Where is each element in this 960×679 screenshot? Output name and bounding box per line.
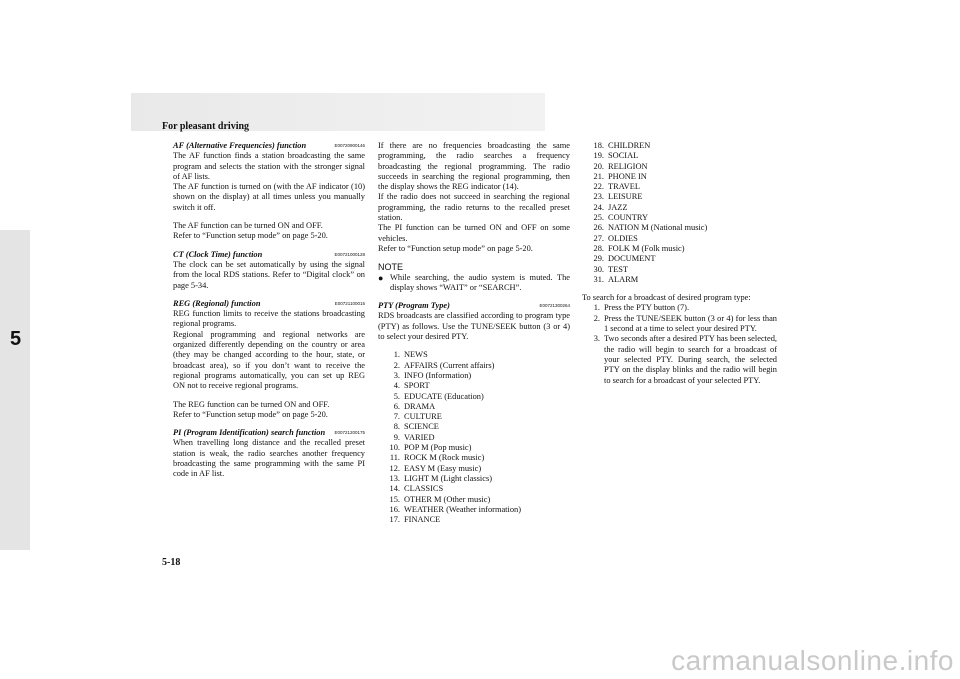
list-item	[378, 381, 570, 391]
list-item	[378, 484, 570, 494]
section-code: E00721100015	[334, 300, 365, 306]
section-code: E00721200175	[334, 430, 365, 436]
item-label: SOCIAL	[608, 151, 639, 161]
item-number: 13.	[389, 473, 400, 483]
search-steps	[582, 303, 777, 385]
item-label: LEISURE	[608, 192, 643, 202]
section-code: E00721300264	[539, 303, 570, 309]
paragraph: If there are no frequencies broadcasting the same programming, the radio searches a frequency broadcasting the regional programming. The radio succeeds in searching the regional programming, then the display shows the REG indicator (14).	[378, 141, 570, 192]
item-label: TEST	[608, 264, 629, 274]
page-header-title: For pleasant driving	[162, 121, 250, 132]
paragraph: The REG function can be turned ON and OFF.	[173, 399, 330, 409]
item-label: AFFAIRS (Current affairs)	[404, 360, 495, 370]
list-item	[378, 412, 570, 422]
section-code: E00721000128	[334, 251, 365, 257]
item-label: CHILDREN	[608, 141, 651, 150]
section-heading-ct	[173, 250, 365, 260]
item-label: PHONE IN	[608, 171, 647, 181]
watermark-logo: carmanualsonline.info	[671, 645, 954, 676]
item-label: VARIED	[404, 432, 435, 442]
step-text: Press the TUNE/SEEK button (3 or 4) for less than 1 second at a time to select your desired PTY.	[604, 313, 777, 334]
section-title: REG (Regional) function	[173, 298, 261, 308]
step-item	[582, 314, 777, 335]
item-number: 29.	[593, 254, 604, 264]
list-item	[582, 265, 777, 275]
paragraph: REG function limits to receive the stations broadcasting regional programs.	[173, 309, 365, 329]
item-number: 27.	[593, 233, 604, 243]
item-label: ALARM	[608, 274, 639, 284]
item-number: 31.	[593, 274, 604, 284]
item-number: 21.	[593, 171, 604, 181]
list-item	[582, 244, 777, 254]
step-number: 3.	[593, 334, 600, 344]
page-number: 5-18	[162, 557, 181, 568]
list-item	[378, 505, 570, 515]
section-code: E00720900146	[334, 143, 365, 148]
list-item	[582, 192, 777, 202]
item-label: TRAVEL	[608, 182, 640, 192]
section-heading-af	[173, 141, 365, 151]
item-number: 12.	[389, 463, 400, 473]
list-item	[378, 453, 570, 463]
paragraph: The PI function can be turned ON and OFF on some vehicles.	[378, 223, 570, 243]
pty-list-continued	[582, 141, 777, 285]
item-number: 16.	[389, 504, 400, 514]
item-label: DOCUMENT	[608, 254, 656, 264]
paragraph: The AF function finds a station broadcasting the same program and selects the station with the stronger signal of AF lists.	[173, 151, 365, 181]
item-number: 3.	[393, 370, 400, 380]
paragraph: If the radio does not succeed in searching the regional programming, the radio returns to the recalled preset station.	[378, 192, 570, 223]
item-number: 18.	[593, 141, 604, 150]
item-label: EDUCATE (Education)	[404, 391, 484, 401]
list-item	[582, 172, 777, 182]
item-number: 9.	[393, 432, 400, 442]
list-item	[378, 350, 570, 360]
list-item	[582, 254, 777, 264]
list-item	[378, 371, 570, 381]
item-label: POP M (Pop music)	[404, 443, 472, 453]
item-label: FOLK M (Folk music)	[608, 243, 685, 253]
list-item	[378, 474, 570, 484]
note-bullet	[378, 273, 570, 294]
item-label: OTHER M (Other music)	[404, 494, 491, 504]
section-title: PTY (Program Type)	[378, 301, 450, 311]
column-left	[173, 141, 365, 480]
list-item	[378, 422, 570, 432]
list-item	[582, 213, 777, 223]
paragraph: The AF function can be turned ON and OFF.	[173, 221, 323, 231]
step-text: Two seconds after a desired PTY has been selected, the radio will begin to search for a broadcast of your selected PTY. During search, the selected PTY on the display blinks and the radio will begin to search for a broadcast of your selected PTY.	[604, 334, 777, 385]
item-number: 28.	[593, 243, 604, 253]
step-item	[582, 334, 777, 385]
item-label: ROCK M (Rock music)	[404, 453, 485, 463]
section-heading-reg	[173, 299, 365, 309]
item-number: 25.	[593, 213, 604, 223]
bullet-icon: ●	[378, 272, 384, 283]
list-item	[378, 402, 570, 412]
item-number: 14.	[389, 484, 400, 494]
list-item	[582, 203, 777, 213]
list-item	[582, 234, 777, 244]
item-number: 23.	[593, 192, 604, 202]
list-item	[378, 392, 570, 402]
section-title: AF (Alternative Frequencies) function	[173, 141, 307, 150]
item-number: 1.	[393, 350, 400, 360]
item-number: 24.	[593, 202, 604, 212]
list-item	[582, 275, 777, 285]
list-item	[582, 151, 777, 161]
column-middle	[378, 141, 570, 525]
paragraph: When travelling long distance and the recalled preset station is weak, the radio searches another frequency broadcasting the same programming with the same PI code in AF list.	[173, 438, 365, 479]
list-item	[378, 361, 570, 371]
item-label: DRAMA	[404, 401, 436, 411]
cross-reference: Refer to “Function setup mode” on page 5-20.	[378, 243, 533, 253]
item-label: RELIGION	[608, 161, 648, 171]
paragraph: RDS broadcasts are classified according to program type (PTY) as follows. Use the TUNE/SEEK button (3 or 4) to select your desired PTY.	[378, 311, 570, 342]
step-item	[582, 303, 777, 313]
item-number: 2.	[393, 360, 400, 370]
item-label: EASY M (Easy music)	[404, 463, 482, 473]
list-item	[378, 464, 570, 474]
step-text: Press the PTY button (7).	[604, 303, 690, 313]
step-number: 2.	[593, 313, 600, 323]
item-label: CLASSICS	[404, 484, 444, 494]
section-heading-pty	[378, 301, 570, 311]
paragraph: The clock can be set automatically by using the signal from the local RDS stations. Refer to “Digital clock” on page 5-34.	[173, 259, 365, 290]
item-label: COUNTRY	[608, 213, 649, 223]
list-item	[378, 515, 570, 525]
item-label: WEATHER (Weather information)	[404, 504, 521, 514]
item-label: SPORT	[404, 381, 430, 391]
list-item	[582, 182, 777, 192]
list-item	[582, 223, 777, 233]
item-label: LIGHT M (Light classics)	[404, 473, 492, 483]
item-number: 7.	[393, 412, 400, 422]
item-label: NATION M (National music)	[608, 223, 708, 233]
item-label: FINANCE	[404, 515, 441, 525]
list-item	[378, 443, 570, 453]
column-right	[582, 141, 777, 386]
item-number: 20.	[593, 161, 604, 171]
item-number: 30.	[593, 264, 604, 274]
item-label: NEWS	[404, 350, 428, 360]
item-label: CULTURE	[404, 412, 442, 422]
paragraph: Regional programming and regional networks are organized differently depending on the country or area (they may be changed according to the hour, state, or broadcast area), so if you don’t want to receive the regional programs automatically, you can set up REG ON not to receive regional programs.	[173, 329, 365, 391]
item-number: 26.	[593, 223, 604, 233]
item-number: 19.	[593, 151, 604, 161]
item-number: 5.	[393, 391, 400, 401]
item-label: JAZZ	[608, 202, 628, 212]
chapter-number: 5	[10, 328, 22, 350]
list-item	[378, 433, 570, 443]
item-number: 11.	[389, 453, 400, 463]
pty-list	[378, 350, 570, 525]
section-title: CT (Clock Time) function	[173, 249, 263, 259]
list-item	[582, 162, 777, 172]
step-number: 1.	[593, 303, 600, 313]
item-number: 8.	[393, 422, 400, 432]
search-intro: To search for a broadcast of desired program type:	[582, 293, 751, 303]
paragraph: The AF function is turned on (with the AF indicator (10) shown on the display) at all times unless you manually switch it off.	[173, 182, 365, 212]
list-item	[582, 141, 777, 151]
section-heading-pi	[173, 428, 365, 438]
item-number: 22.	[593, 182, 604, 192]
cross-reference: Refer to “Function setup mode” on page 5-20.	[173, 409, 328, 419]
note-label: NOTE	[378, 262, 404, 273]
note-text: While searching, the audio system is muted. The display shows “WAIT” or “SEARCH”.	[390, 272, 570, 292]
item-label: INFO (Information)	[404, 370, 472, 380]
item-number: 17.	[389, 515, 400, 525]
item-number: 15.	[389, 494, 400, 504]
section-title: PI (Program Identification) search function	[173, 428, 326, 438]
chapter-tab	[0, 230, 30, 550]
item-number: 10.	[389, 443, 400, 453]
item-number: 4.	[393, 381, 400, 391]
item-label: SCIENCE	[404, 422, 439, 432]
cross-reference: Refer to “Function setup mode” on page 5-20.	[173, 231, 328, 241]
item-number: 6.	[393, 401, 400, 411]
list-item	[378, 495, 570, 505]
item-label: OLDIES	[608, 233, 638, 243]
